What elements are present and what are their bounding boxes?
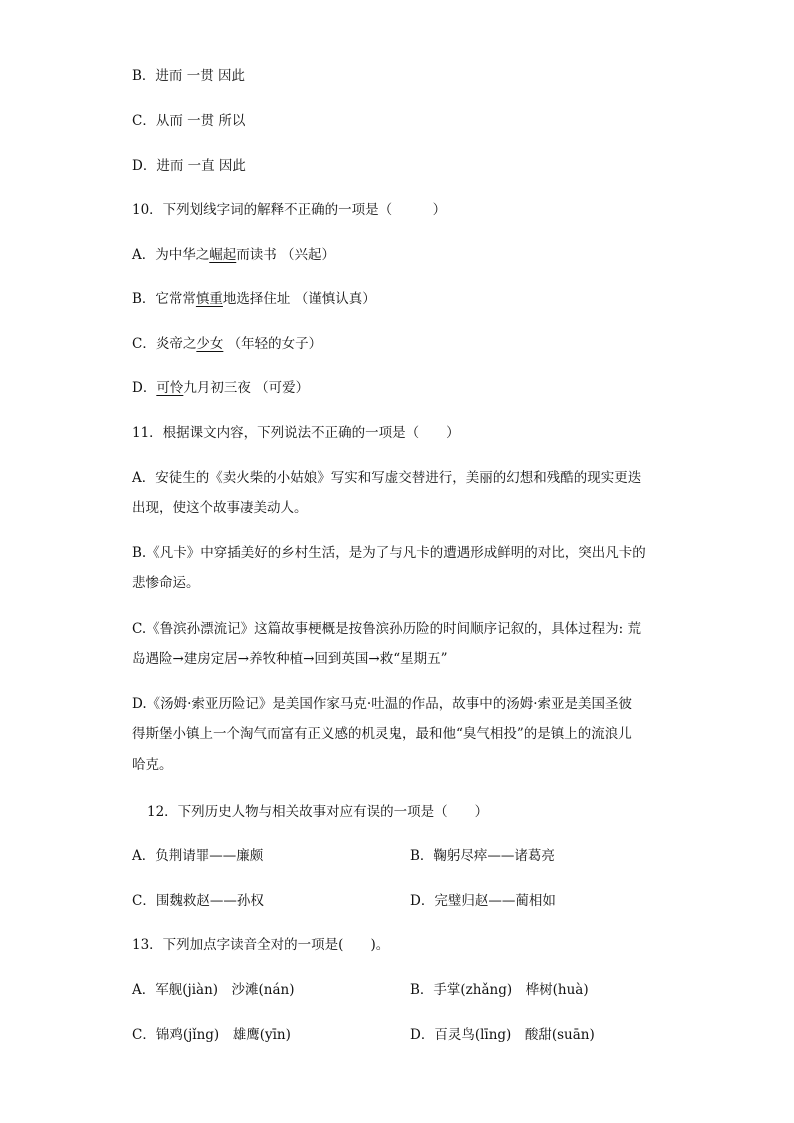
q10-option-b <box>132 289 376 309</box>
q9-option-c: C．从而 一贯 所以 <box>132 113 246 129</box>
q11-option-a-line1: A．安徒生的《卖火柴的小姑娘》写实和写虚交替进行，美丽的幻想和残酷的现实更迭 <box>132 470 642 486</box>
q11-option-c-line2: 岛遇险→建房定居→养牧种植→回到英国→救“星期五” <box>132 651 448 667</box>
q10-option-c <box>132 334 322 354</box>
q10-stem: 10．下列划线字词的解释不正确的一项是（ ） <box>132 202 447 218</box>
q11-option-d-line2: 得斯堡小镇上一个淘气而富有正义感的机灵鬼，最和他“臭气相投”的是镇上的流浪儿 <box>132 726 632 742</box>
q10-option-a <box>132 245 335 265</box>
q11-stem: 11．根据课文内容，下列说法不正确的一项是（ ） <box>132 425 460 441</box>
option-suffix: 地选择住址 （谨慎认真） <box>222 291 376 307</box>
option-prefix: D． <box>132 380 157 396</box>
q11-option-d-line1: D.《汤姆·索亚历险记》是美国作家马克·吐温的作品，故事中的汤姆·索亚是美国圣彼 <box>132 696 633 712</box>
q11-option-a-line2: 出现，使这个故事凄美动人。 <box>132 500 308 516</box>
q13-option-b: B．手掌(zhǎng) 桦树(huà) <box>410 982 589 998</box>
q9-option-b: B．进而 一贯 因此 <box>132 68 246 84</box>
q11-option-b-line2: 悲惨命运。 <box>132 575 200 591</box>
q12-stem: 12．下列历史人物与相关故事对应有误的一项是（ ） <box>147 804 489 820</box>
q13-option-c: C．锦鸡(jǐng) 雄鹰(yīn) <box>132 1027 291 1043</box>
q12-option-a: A．负荆请罪——廉颇 <box>132 848 264 864</box>
q12-option-b: B．鞠躬尽瘁——诸葛亮 <box>410 848 555 864</box>
q12-option-c: C．围魏救赵——孙权 <box>132 893 264 909</box>
underlined-word: 慎重 <box>195 291 223 307</box>
option-prefix: C．炎帝之 <box>132 336 197 352</box>
q11-option-d-line3: 哈克。 <box>132 757 173 773</box>
option-prefix: B．它常常 <box>132 291 196 307</box>
option-suffix: 九月初三夜 （可爱） <box>183 380 310 396</box>
q11-option-b-line1: B.《凡卡》中穿插美好的乡村生活，是为了与凡卡的遭遇形成鲜明的对比，突出凡卡的 <box>132 545 646 561</box>
q10-option-d <box>132 378 309 398</box>
option-suffix: （年轻的女子） <box>223 336 323 352</box>
option-prefix: A．为中华之 <box>132 247 210 263</box>
q13-option-a: A．军舰(jiàn) 沙滩(nán) <box>132 982 295 998</box>
underlined-word: 崛起 <box>209 247 237 263</box>
q11-option-c-line1: C.《鲁滨孙漂流记》这篇故事梗概是按鲁滨孙历险的时间顺序记叙的，具体过程为: 荒 <box>132 621 641 637</box>
q12-option-d: D．完璧归赵——蔺相如 <box>410 893 556 909</box>
q13-stem: 13．下列加点字读音全对的一项是( )。 <box>132 937 390 953</box>
option-suffix: 而读书 （兴起） <box>236 247 336 263</box>
underlined-word: 可怜 <box>156 380 184 396</box>
q9-option-d: D．进而 一直 因此 <box>132 158 246 174</box>
underlined-word: 少女 <box>196 336 224 352</box>
q13-option-d: D．百灵鸟(līng) 酸甜(suān) <box>410 1027 595 1043</box>
